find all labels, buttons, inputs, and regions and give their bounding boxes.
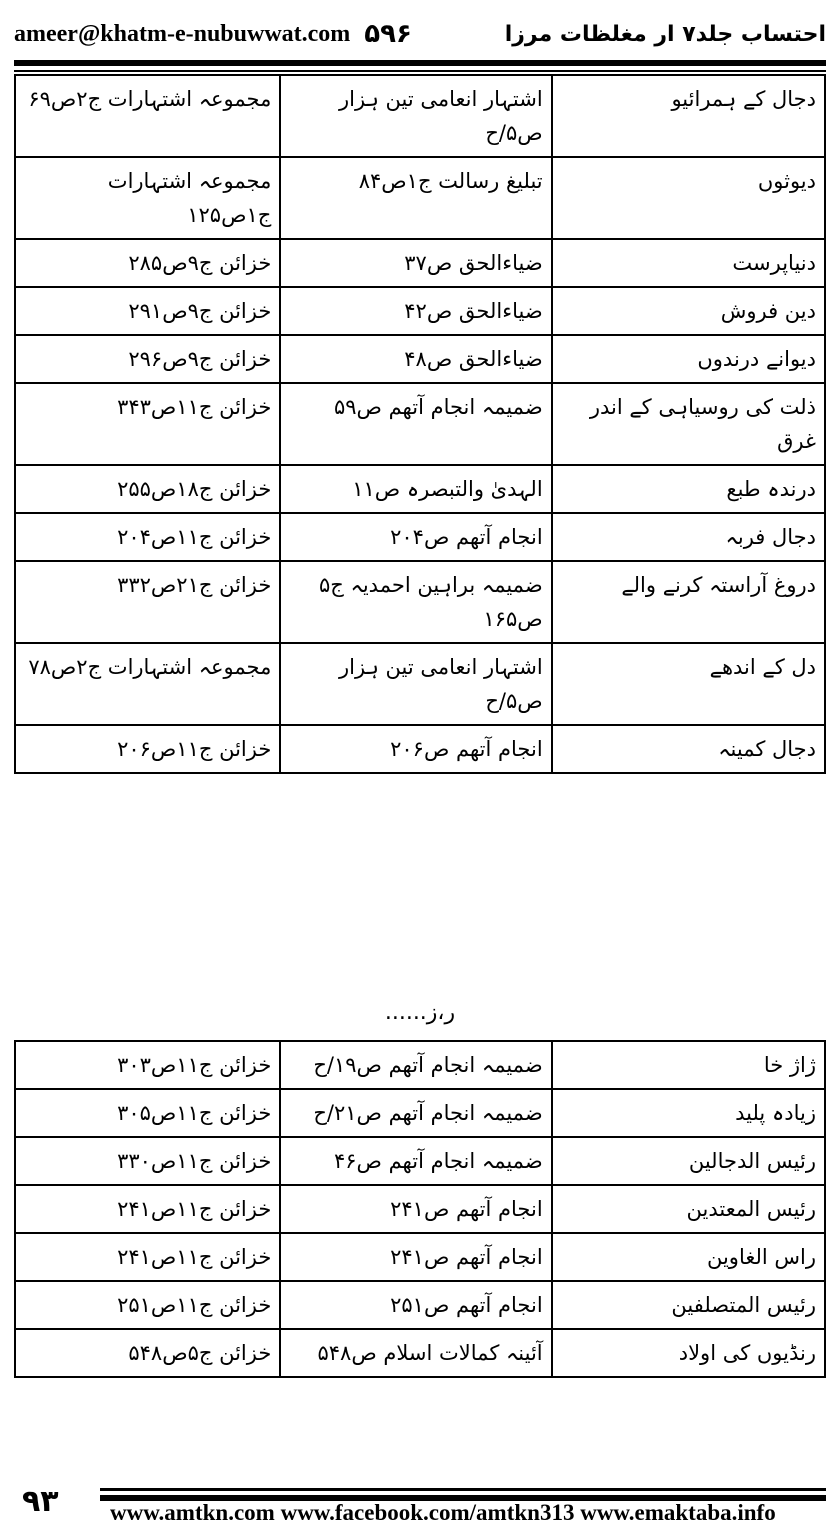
table-row bbox=[15, 513, 825, 561]
term-cell: ژاژ خا bbox=[552, 1041, 825, 1089]
term-cell: رنڈیوں کی اولاد bbox=[552, 1329, 825, 1377]
table-row bbox=[15, 561, 825, 643]
reference-cell: الہدیٰ والتبصرہ ص۱۱ bbox=[280, 465, 551, 513]
source-cell: خزائن ج۱۱ص۲۵۱ bbox=[15, 1281, 280, 1329]
section-divider-heading: ر،ز...... bbox=[384, 1000, 456, 1025]
table-row bbox=[15, 239, 825, 287]
source-cell: مجموعہ اشتہارات ج۲ص۶۹ bbox=[15, 75, 280, 157]
table-row bbox=[15, 643, 825, 725]
reference-cell: انجام آتھم ص۲۴۱ bbox=[280, 1233, 551, 1281]
header-rule-thin bbox=[14, 70, 826, 72]
source-cell: خزائن ج۹ص۲۹۱ bbox=[15, 287, 280, 335]
page-header bbox=[14, 14, 826, 54]
source-cell: خزائن ج۹ص۲۸۵ bbox=[15, 239, 280, 287]
header-email: ameer@khatm-e-nubuwwat.com bbox=[14, 20, 351, 47]
table-row bbox=[15, 1281, 825, 1329]
term-cell: دجال فربہ bbox=[552, 513, 825, 561]
header-left bbox=[14, 19, 412, 49]
term-cell: دنیاپرست bbox=[552, 239, 825, 287]
table-row bbox=[15, 335, 825, 383]
table-row bbox=[15, 1233, 825, 1281]
source-cell: خزائن ج۹ص۲۹۶ bbox=[15, 335, 280, 383]
source-cell: مجموعہ اشتہارات ج۲ص۷۸ bbox=[15, 643, 280, 725]
term-cell: زیادہ پلید bbox=[552, 1089, 825, 1137]
source-cell: خزائن ج۲۱ص۳۳۲ bbox=[15, 561, 280, 643]
table-row bbox=[15, 75, 825, 157]
source-cell: مجموعہ اشتہارات ج۱ص۱۲۵ bbox=[15, 157, 280, 239]
reference-cell: ضمیمہ انجام آتھم ص۱۹/ح bbox=[280, 1041, 551, 1089]
reference-table-1 bbox=[14, 74, 826, 774]
table-row bbox=[15, 1329, 825, 1377]
term-cell: ذلت کی روسیاہی کے اندر غرق bbox=[552, 383, 825, 465]
source-cell: خزائن ج۱۱ص۲۰۴ bbox=[15, 513, 280, 561]
term-cell: رئیس المعتدین bbox=[552, 1185, 825, 1233]
header-page-number: ۵۹۶ bbox=[364, 19, 412, 49]
table-row bbox=[15, 725, 825, 773]
reference-cell: آئینہ کمالات اسلام ص۵۴۸ bbox=[280, 1329, 551, 1377]
reference-cell: ضمیمہ انجام آتھم ص۵۹ bbox=[280, 383, 551, 465]
term-cell: رئیس الدجالین bbox=[552, 1137, 825, 1185]
table-row bbox=[15, 287, 825, 335]
header-book-title: احتساب جلد۷ ار مغلظات مرزا bbox=[504, 21, 826, 47]
term-cell: راس الغاوین bbox=[552, 1233, 825, 1281]
footer-links: www.amtkn.com www.facebook.com/amtkn313 www.emaktaba.info bbox=[110, 1500, 776, 1525]
reference-cell: انجام آتھم ص۲۰۶ bbox=[280, 725, 551, 773]
reference-cell: انجام آتھم ص۲۰۴ bbox=[280, 513, 551, 561]
source-cell: خزائن ج۱۱ص۳۴۳ bbox=[15, 383, 280, 465]
term-cell: رئیس المتصلفین bbox=[552, 1281, 825, 1329]
table-row bbox=[15, 1137, 825, 1185]
source-cell: خزائن ج۱۱ص۳۳۰ bbox=[15, 1137, 280, 1185]
table-row bbox=[15, 157, 825, 239]
term-cell: دل کے اندھے bbox=[552, 643, 825, 725]
reference-cell: انجام آتھم ص۲۴۱ bbox=[280, 1185, 551, 1233]
reference-cell: ضیاءالحق ص۳۷ bbox=[280, 239, 551, 287]
term-cell: درندہ طبع bbox=[552, 465, 825, 513]
reference-table-2 bbox=[14, 1040, 826, 1378]
table-row bbox=[15, 1089, 825, 1137]
source-cell: خزائن ج۱۱ص۲۴۱ bbox=[15, 1233, 280, 1281]
term-cell: دیوانے درندوں bbox=[552, 335, 825, 383]
reference-cell: اشتہار انعامی تین ہزار ص۵/ح bbox=[280, 75, 551, 157]
reference-cell: تبلیغ رسالت ج۱ص۸۴ bbox=[280, 157, 551, 239]
source-cell: خزائن ج۱۱ص۲۰۶ bbox=[15, 725, 280, 773]
term-cell: دین فروش bbox=[552, 287, 825, 335]
reference-cell: ضمیمہ براہین احمدیہ ج۵ ص۱۶۵ bbox=[280, 561, 551, 643]
reference-cell: ضمیمہ انجام آتھم ص۲۱/ح bbox=[280, 1089, 551, 1137]
reference-cell: ضیاءالحق ص۴۸ bbox=[280, 335, 551, 383]
source-cell: خزائن ج۱۱ص۳۰۵ bbox=[15, 1089, 280, 1137]
table-row bbox=[15, 465, 825, 513]
header-rule-thick bbox=[14, 60, 826, 66]
table-row bbox=[15, 383, 825, 465]
term-cell: دجال کمینہ bbox=[552, 725, 825, 773]
footer-page-number: ۹۳ bbox=[22, 1484, 59, 1519]
reference-cell: اشتہار انعامی تین ہزار ص۵/ح bbox=[280, 643, 551, 725]
source-cell: خزائن ج۵ص۵۴۸ bbox=[15, 1329, 280, 1377]
table-row bbox=[15, 1041, 825, 1089]
source-cell: خزائن ج۱۱ص۲۴۱ bbox=[15, 1185, 280, 1233]
source-cell: خزائن ج۱۸ص۲۵۵ bbox=[15, 465, 280, 513]
source-cell: خزائن ج۱۱ص۳۰۳ bbox=[15, 1041, 280, 1089]
term-cell: دروغ آراستہ کرنے والے bbox=[552, 561, 825, 643]
reference-cell: ضیاءالحق ص۴۲ bbox=[280, 287, 551, 335]
reference-cell: ضمیمہ انجام آتھم ص۴۶ bbox=[280, 1137, 551, 1185]
table-row bbox=[15, 1185, 825, 1233]
reference-cell: انجام آتھم ص۲۵۱ bbox=[280, 1281, 551, 1329]
term-cell: دیوثوں bbox=[552, 157, 825, 239]
term-cell: دجال کے ہمرائیو bbox=[552, 75, 825, 157]
